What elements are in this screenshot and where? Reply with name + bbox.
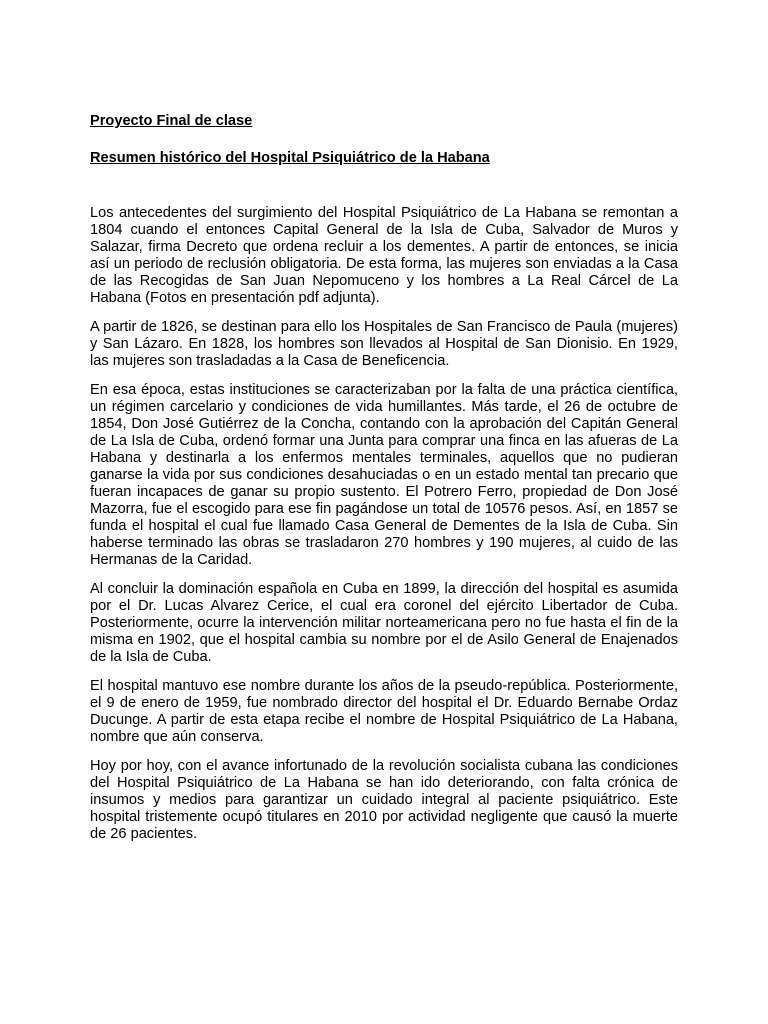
paragraph-1899: Al concluir la dominación española en Cuba en 1899, la dirección del hospital es asumida por el Dr. Lucas Alvarez Cerice, el cual era coronel del ejército Libertador de Cuba. Posteriormente, ocurre la intervención militar norteamericana pero no fue hasta el fin de la misma en 1902, que el hospital cambia su nombre por el de Asilo General de Enajenados de la Isla de Cuba. <box>90 581 678 665</box>
document-subtitle: Resumen histórico del Hospital Psiquiátrico de la Habana <box>90 150 490 166</box>
paragraph-1959: El hospital mantuvo ese nombre durante los años de la pseudo-república. Posteriormente, el 9 de enero de 1959, fue nombrado director del hospital el Dr. Eduardo Bernabe Ordaz Ducunge. A partir de esta etapa recibe el nombre de Hospital Psiquiátrico de La Habana, nombre que aún conserva. <box>90 678 678 745</box>
paragraph-antecedentes: Los antecedentes del surgimiento del Hospital Psiquiátrico de La Habana se remontan a 1804 cuando el entonces Capital General de la Isla de Cuba, Salvador de Muros y Salazar, firma Decreto que ordena recluir a los dementes. A partir de entonces, se inicia así un periodo de reclusión obligatoria. De esta forma, las mujeres son enviadas a la Casa de las Recogidas de San Juan Nepomuceno y los hombres a La Real Cárcel de La Habana (Fotos en presentación pdf adjunta). <box>90 205 678 306</box>
document-title: Proyecto Final de clase <box>90 113 253 129</box>
document-body <box>90 112 678 855</box>
paragraph-epoca: En esa época, estas instituciones se caracterizaban por la falta de una práctica científica, un régimen carcelario y condiciones de vida humillantes. Más tarde, el 26 de octubre de 1854, Don José Gutiérrez de la Concha, contando con la aprobación del Capitán General de La Isla de Cuba, ordenó formar una Junta para comprar una finca en las afueras de La Habana y destinarla a los enfermos mentales terminales, aquellos que no pudieran ganarse la vida por sus condiciones desahuciadas o en un estado mental tan precario que fueran incapaces de ganar su propio sustento. El Potrero Ferro, propiedad de Don José Mazorra, fue el escogido para ese fin pagándose un total de 10576 pesos. Así, en 1857 se funda el hospital el cual fue llamado Casa General de Dementes de la Isla de Cuba. Sin haberse terminado las obras se trasladaron 270 hombres y 190 mujeres, al cuido de las Hermanas de la Caridad. <box>90 382 678 568</box>
paragraph-actualidad: Hoy por hoy, con el avance infortunado de la revolución socialista cubana las condiciones del Hospital Psiquiátrico de La Habana se han ido deteriorando, con falta crónica de insumos y medios para garantizar un cuidado integral al paciente psiquiátrico. Este hospital tristemente ocupó titulares en 2010 por actividad negligente que causó la muerte de 26 pacientes. <box>90 758 678 842</box>
paragraph-1826: A partir de 1826, se destinan para ello los Hospitales de San Francisco de Paula (mujeres) y San Lázaro. En 1828, los hombres son llevados al Hospital de San Dionisio. En 1929, las mujeres son trasladadas a la Casa de Beneficencia. <box>90 319 678 369</box>
